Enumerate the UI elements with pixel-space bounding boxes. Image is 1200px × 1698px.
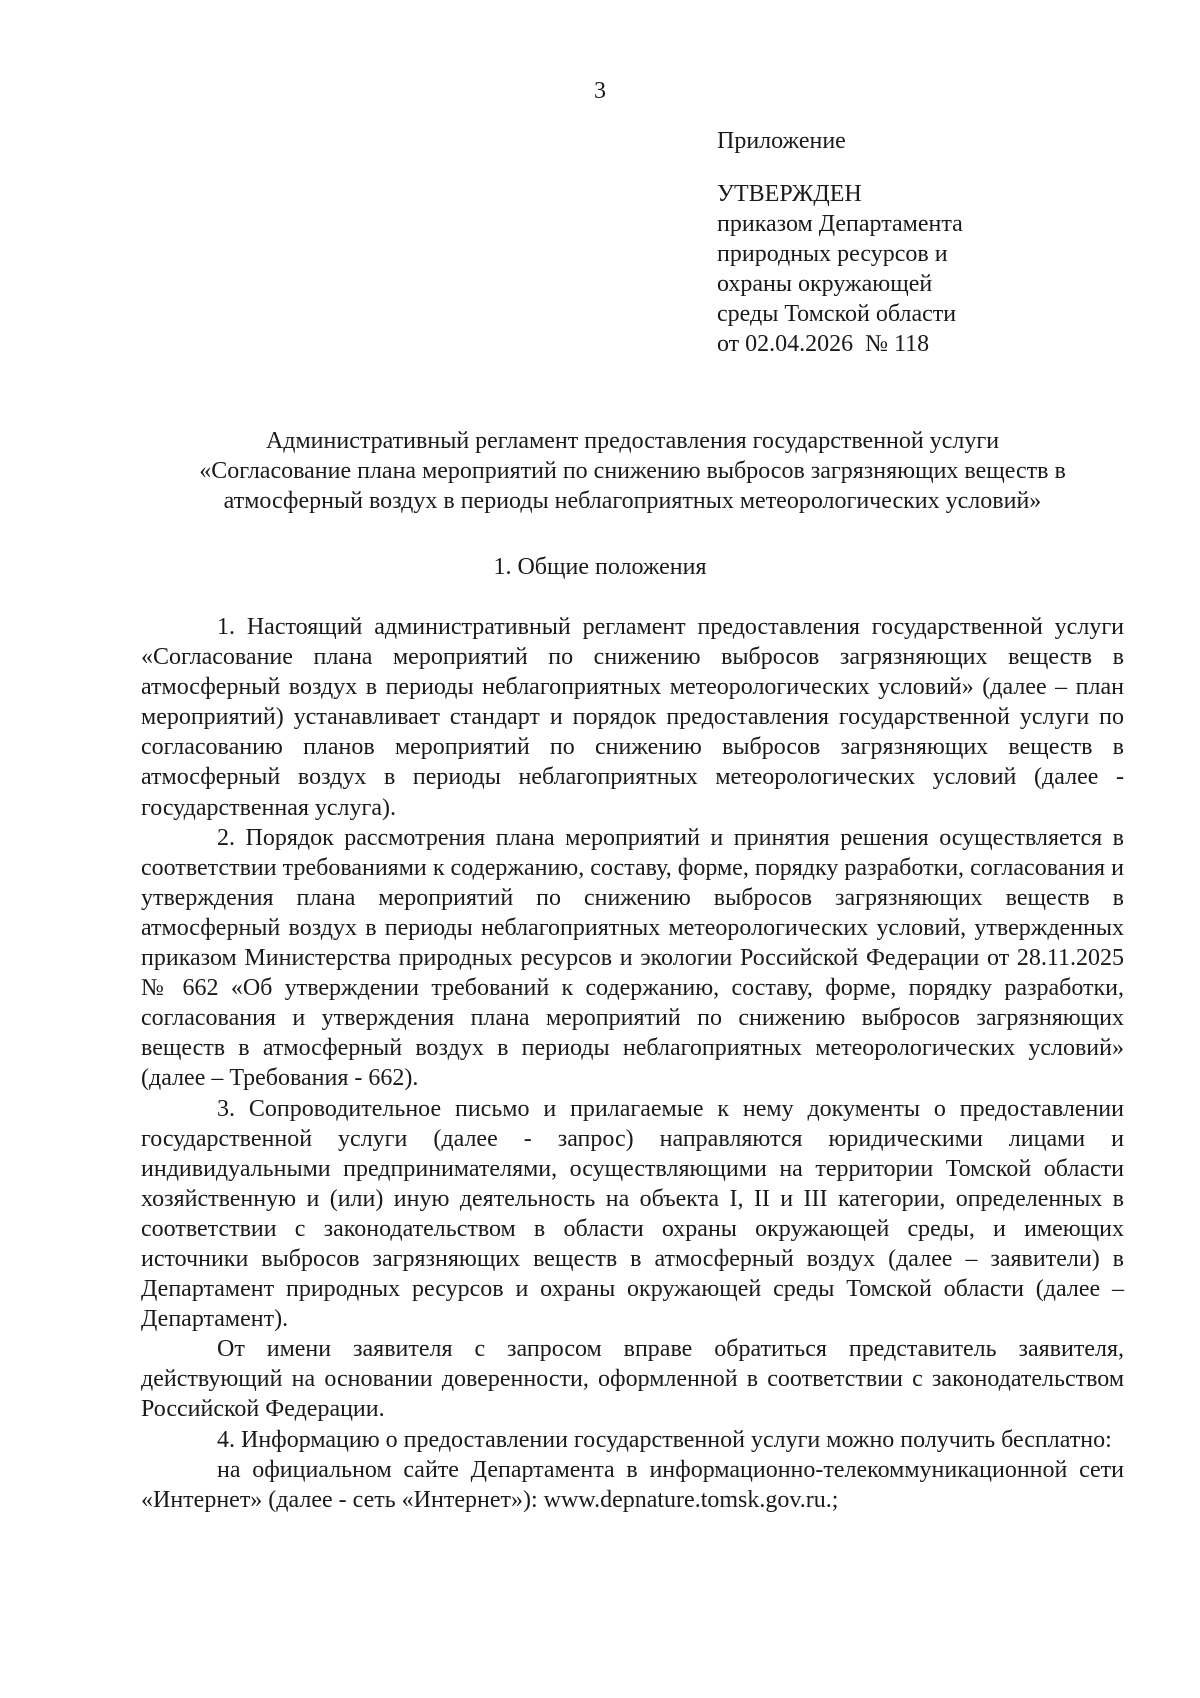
approval-line: охраны окружающей <box>717 271 933 297</box>
page-number: 3 <box>594 78 606 104</box>
approval-date-number: от 02.04.2026 № 118 <box>717 331 930 357</box>
paragraph-2: 2. Порядок рассмотрения плана мероприятий и принятия решения осуществляется в соответствии требованиями к содержанию, составу, форме, порядку разработки, согласования и утверждения плана мероприятий по снижению выбросов загрязняющих веществ в атмосферный воздух в периоды неблагоприятных метеорологических условий, утвержденных приказом Министерства природных ресурсов и экологии Российской Федерации от 28.11.2025 № 662 «Об утверждении требований к содержанию, составу, форме, порядку разработки, согласования и утверждения плана мероприятий по снижению выбросов загрязняющих веществ в атмосферный воздух в периоды неблагоприятных метеорологических условий» (далее – Требования - 662). <box>141 824 1124 1092</box>
title-line: «Согласование плана мероприятий по снижению выбросов загрязняющих веществ в <box>199 458 1066 484</box>
paragraph-representative: От имени заявителя с запросом вправе обратиться представитель заявителя, действующий на основании доверенности, оформленной в соответствии с законодательством Российской Федерации. <box>141 1336 1124 1423</box>
document-body <box>141 612 1124 1515</box>
approved-label: УТВЕРЖДЕН <box>717 181 862 207</box>
approval-line: приказом Департамента <box>717 211 963 237</box>
paragraph-website: на официальном сайте Департамента в информационно-телекоммуникационной сети «Интернет» (далее - сеть «Интернет»): www.depnature.tomsk.gov.ru.; <box>141 1456 1124 1513</box>
title-line: атмосферный воздух в периоды неблагоприятных метеорологических условий» <box>223 488 1042 514</box>
section-heading: 1. Общие положения <box>493 554 707 580</box>
paragraph-4: 4. Информацию о предоставлении государственной услуги можно получить бесплатно: <box>217 1426 1112 1453</box>
paragraph-1: 1. Настоящий административный регламент предоставления государственной услуги «Согласование плана мероприятий по снижению выбросов загрязняющих веществ в атмосферный воздух в периоды неблагоприятных метеорологических условий» (далее – план мероприятий) устанавливает стандарт и порядок предоставления государственной услуги по согласованию планов мероприятий по снижению выбросов загрязняющих веществ в атмосферный воздух в периоды неблагоприятных метеорологических условий (далее - государственная услуга). <box>141 614 1124 821</box>
approval-line: природных ресурсов и <box>717 241 948 267</box>
document-title <box>140 426 1125 516</box>
appendix-label: Приложение <box>717 128 846 154</box>
approval-block <box>717 126 1157 359</box>
approval-line: среды Томской области <box>717 301 957 327</box>
paragraph-3: 3. Сопроводительное письмо и прилагаемые к нему документы о предоставлении государственной услуги (далее - запрос) направляются юридическими лицами и индивидуальными предпринимателями, осуществляющими на территории Томской области хозяйственную и (или) иную деятельность на объекта I, II и III категории, определенных в соответствии с законодательством в области охраны окружающей среды, и имеющих источники выбросов загрязняющих веществ в атмосферный воздух (далее – заявители) в Департамент природных ресурсов и охраны окружающей среды Томской области (далее – Департамент). <box>141 1095 1124 1333</box>
title-line: Административный регламент предоставления государственной услуги <box>265 428 1000 454</box>
